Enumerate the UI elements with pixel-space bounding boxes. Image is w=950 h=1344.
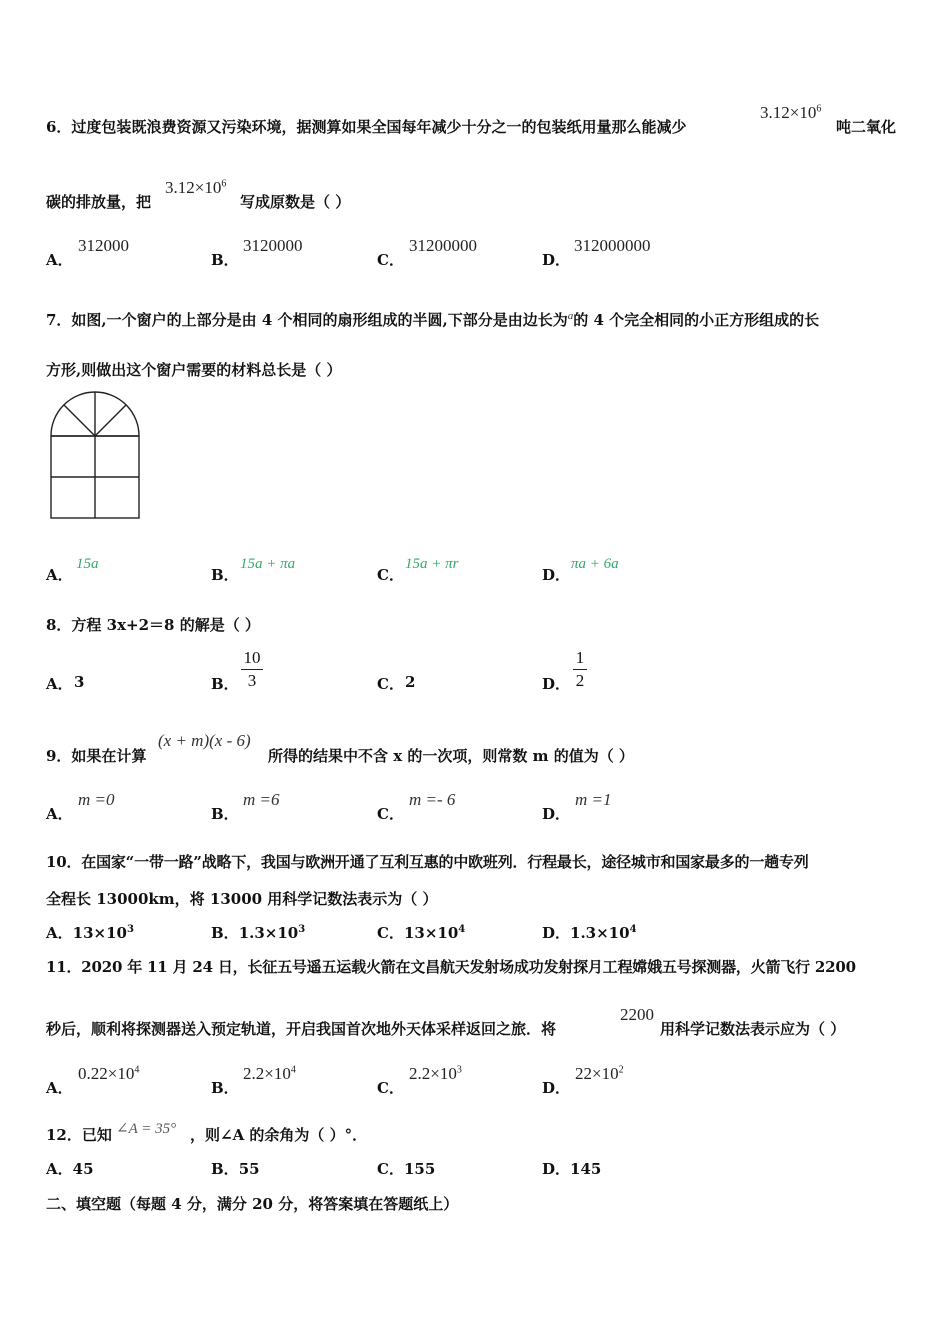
- q8-opt-b-fraction: [241, 648, 263, 691]
- q7-opt-c-letter: C．: [377, 566, 404, 584]
- q6-opt-c-letter: C．: [377, 251, 404, 269]
- window-diagram: [48, 390, 142, 522]
- q6-text-a: 6．过度包装既浪费资源又污染环境，据测算如果全国每年减少十分之一的包装纸用量那么能减少: [46, 118, 687, 136]
- q11-math: 2200: [620, 1005, 654, 1024]
- q8-opt-a-value: 3: [74, 673, 85, 691]
- q8-opt-b-letter: B．: [211, 675, 239, 693]
- q9-opt-d-value: m =1: [575, 790, 612, 809]
- q12-math: ∠A = 35°: [116, 1121, 177, 1137]
- q11-opt-b-value: $2.2\times 10^4$: [243, 1064, 296, 1083]
- q11-opt-a-letter: A．: [46, 1079, 73, 1097]
- q6-text-c: 碳的排放量，把: [46, 193, 152, 211]
- q10-line2: 全程长 13000km，将 13000 用科学记数法表示为（ ）: [46, 890, 438, 908]
- q7-opt-b-value: 15a + πa: [240, 556, 296, 572]
- q9-math: (x + m)(x - 6): [158, 731, 251, 750]
- q6-opt-b-value: 3120000: [243, 236, 303, 255]
- q8-opt-c-letter: C．: [377, 675, 404, 693]
- q7-var-a: a: [567, 310, 574, 322]
- q12-text-b: ，则∠A 的余角为（ ）°．: [190, 1126, 368, 1144]
- q7-line2: 方形,则做出这个窗户需要的材料总长是（ ）: [46, 361, 342, 379]
- window-sector-line-left: [64, 405, 95, 436]
- q8-opt-c-value: 2: [405, 673, 416, 691]
- q12-opt-d: D．145: [542, 1160, 602, 1178]
- q12-opt-c: C．155: [377, 1160, 436, 1178]
- q11-text-b: 用科学记数法表示应为（ ）: [660, 1020, 846, 1038]
- q9-text-a: 9．如果在计算: [46, 747, 147, 765]
- q8-opt-d-denominator: 2: [575, 671, 585, 690]
- q7-line1: 7．如图,一个窗户的上部分是由 4 个相同的扇形组成的半圆,下部分是由边长为$^a$的 4 个完全相同的小正方形组成的长: [46, 310, 820, 329]
- q11-line1: 11．2020 年 11 月 24 日，长征五号遥五运载火箭在文昌航天发射场成功发射探月工程嫦娥五号探测器，火箭飞行 2200: [46, 958, 856, 976]
- q8-opt-a-letter: A．: [46, 675, 73, 693]
- q6-opt-d-value: 312000000: [574, 236, 651, 255]
- q6-line1: [46, 116, 686, 137]
- q8-opt-d-fraction: [573, 648, 587, 691]
- q10-opt-a: A．$13\times 10^3$: [46, 924, 134, 942]
- q8-opt-b-denominator: 3: [247, 671, 257, 690]
- q9-text-b: 所得的结果中不含 x 的一次项，则常数 m 的值为（ ）: [268, 747, 634, 765]
- q10-opt-b: B．$1.3\times 10^3$: [211, 924, 306, 942]
- q6-opt-b-letter: B．: [211, 251, 239, 269]
- q7-opt-b-letter: B．: [211, 566, 239, 584]
- q7-opt-d-value: πa + 6a: [571, 556, 619, 572]
- q11-opt-b-letter: B．: [211, 1079, 239, 1097]
- q10-opt-d: D．$1.3\times 10^4$: [542, 924, 637, 942]
- q9-opt-a-letter: A．: [46, 805, 73, 823]
- q6-opt-a-letter: A．: [46, 251, 73, 269]
- section-2-heading: 二、填空题（每题 4 分，满分 20 分，将答案填在答题纸上）: [46, 1195, 459, 1213]
- q9-opt-c-letter: C．: [377, 805, 404, 823]
- q12-opt-b: B．55: [211, 1160, 260, 1178]
- q8-opt-b-numerator: 10: [243, 648, 261, 667]
- q7-opt-c-value: 15a + πr: [405, 556, 459, 572]
- q6-opt-d-letter: D．: [542, 251, 571, 269]
- q11-opt-d-letter: D．: [542, 1079, 571, 1097]
- q6-text-b: 吨二氧化: [836, 118, 897, 136]
- q11-opt-d-value: $22\times 10^2$: [575, 1064, 624, 1083]
- q11-opt-c-letter: C．: [377, 1079, 404, 1097]
- q11-opt-a-value: $0.22\times 10^4$: [78, 1064, 140, 1083]
- q6-opt-a-value: 312000: [78, 236, 129, 255]
- q10-opt-c: C．$13\times 10^4$: [377, 924, 466, 942]
- q9-opt-a-value: m =0: [78, 790, 115, 809]
- q11-opt-c-value: $2.2\times 10^3$: [409, 1064, 462, 1083]
- q9-opt-c-value: m =- 6: [409, 790, 456, 809]
- q6-text-d: 写成原数是（ ）: [240, 193, 351, 211]
- q12-text-a: 12．已知: [46, 1126, 112, 1144]
- q7-opt-d-letter: D．: [542, 566, 571, 584]
- q6-math-1: $3.12\times 10^6$: [760, 103, 822, 122]
- q9-opt-b-letter: B．: [211, 805, 239, 823]
- q9-opt-b-value: m =6: [243, 790, 280, 809]
- q7-opt-a-letter: A．: [46, 566, 73, 584]
- q6-math-2: $3.12\times 10^6$: [165, 178, 227, 197]
- q11-text-a: 秒后，顺利将探测器送入预定轨道，开启我国首次地外天体采样返回之旅．将: [46, 1020, 557, 1038]
- q8-opt-d-letter: D．: [542, 675, 571, 693]
- window-sector-line-right: [95, 405, 126, 436]
- q12-opt-a: A．45: [46, 1160, 94, 1178]
- q7-opt-a-value: 15a: [76, 556, 99, 572]
- q6-opt-c-value: 31200000: [409, 236, 477, 255]
- q10-line1: 10．在国家“一带一路”战略下，我国与欧洲开通了互利互惠的中欧班列．行程最长，途径城市和国家最多的一趟专列: [46, 853, 809, 871]
- q8-opt-d-numerator: 1: [575, 648, 585, 667]
- q9-opt-d-letter: D．: [542, 805, 571, 823]
- q8-text: 8．方程 3x+2＝8 的解是（ ）: [46, 616, 260, 634]
